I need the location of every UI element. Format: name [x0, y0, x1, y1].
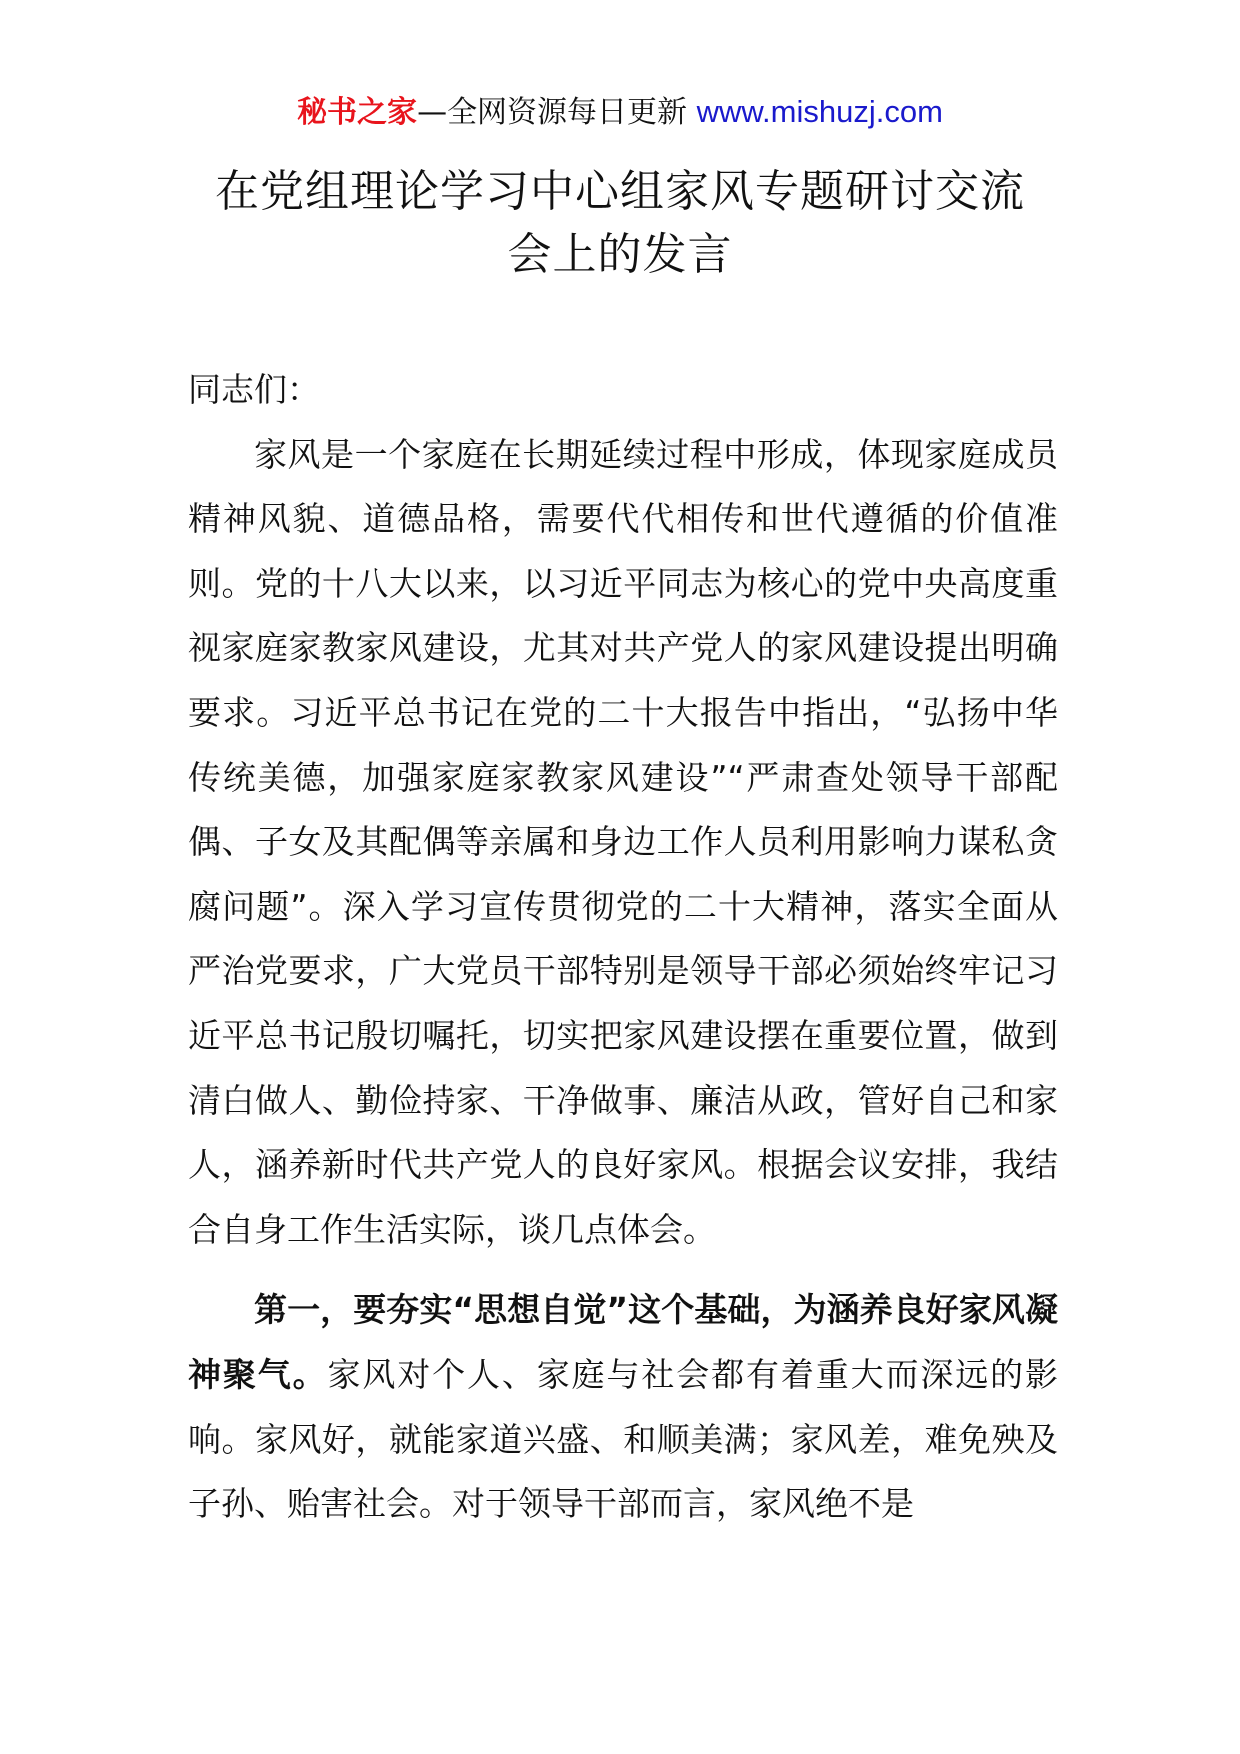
document-title: [170, 160, 1070, 286]
first-point-heading: 第一，要夯实“思想自觉”这个基础，为涵养良好家风凝神聚气。: [188, 1290, 1058, 1394]
salutation: 同志们：: [188, 370, 320, 409]
paragraph-intro: 家风是一个家庭在长期延续过程中形成，体现家庭成员精神风貌、道德品格，需要代代相传和世代遵循的价值准则。党的十八大以来，以习近平同志为核心的党中央高度重视家庭家教家风建设，尤其对共产党人的家风建设提出明确要求。习近平总书记在党的二十大报告中指出，“弘扬中华传统美德，加强家庭家教家风建设”“严肃查处领导干部配偶、子女及其配偶等亲属和身边工作人员利用影响力谋私贪腐问题”。深入学习宣传贯彻党的二十大精神，落实全面从严治党要求，广大党员干部特别是领导干部必须始终牢记习近平总书记殷切嘱托，切实把家风建设摆在重要位置，做到清白做人、勤俭持家、干净做事、廉洁从政，管好自己和家人，涵养新时代共产党人的良好家风。根据会议安排，我结合自身工作生活实际，谈几点体会。: [188, 434, 1058, 1249]
site-tagline: —全网资源每日更新: [417, 95, 697, 130]
site-url-link[interactable]: www.mishuzj.com: [696, 94, 943, 129]
site-brand: 秘书之家: [297, 95, 418, 130]
document-title-line-1: 在党组理论学习中心组家风专题研讨交流: [215, 166, 1025, 217]
document-title-line-2: 会上的发言: [507, 229, 733, 280]
document-body: [188, 358, 1058, 1537]
first-point-text: 家风对个人、家庭与社会都有着重大而深远的影响。家风好，就能家道兴盛、和顺美满；家风差，难免殃及子孙、贻害社会。对于领导干部而言，家风绝不是: [188, 1354, 1058, 1524]
site-header: [0, 92, 1240, 133]
paragraph-first-point: [188, 1278, 1058, 1536]
